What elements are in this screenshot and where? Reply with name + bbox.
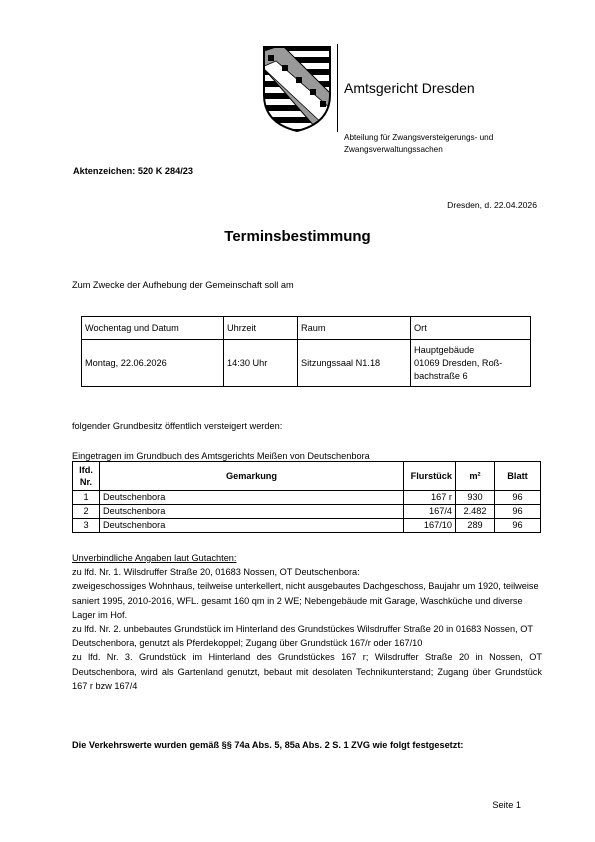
termin-room: Sitzungssaal N1.18 (298, 340, 411, 387)
row-nr: 1 (73, 491, 100, 505)
document-date: Dresden, d. 22.04.2026 (447, 200, 537, 210)
row-blatt: 96 (495, 491, 541, 505)
verkehrswerte-text: Die Verkehrswerte wurden gemäß §§ 74a Abs. 5, 85a Abs. 2 S. 1 ZVG wie folgt festgesetzt: (72, 740, 464, 750)
row-nr: 2 (73, 505, 100, 519)
termin-place (411, 340, 531, 387)
header-cell-m2: m² (456, 462, 495, 491)
aktenzeichen: Aktenzeichen: 520 K 284/23 (73, 166, 194, 176)
court-name: Amtsgericht Dresden (344, 80, 475, 96)
header-cell: Raum (298, 317, 411, 340)
header-cell: Wochentag und Datum (82, 317, 224, 340)
header-cell-flurstueck: Flurstück (404, 462, 456, 491)
place-line: Hauptgebäude (414, 344, 475, 355)
angaben-line: zweigeschossiges Wohnhaus, teilweise unterkellert, nicht ausgebautes Dachgeschoss, Baujahr um 1920, teilweise saniert 1995, 2010-2016, WFL. gesamt 160 qm in 2 WE; Nebengebäude mit Garage, Waschküche und diverse Lager im Hof. (72, 581, 539, 620)
termin-date: Montag, 22.06.2026 (82, 340, 224, 387)
page-number: Seite 1 (492, 800, 521, 810)
page-title: Terminsbestimmung (224, 228, 371, 245)
row-m2: 930 (456, 491, 495, 505)
row-flurstueck: 167/10 (404, 519, 456, 533)
table-row (73, 491, 541, 505)
row-nr: 3 (73, 519, 100, 533)
table-header-row (82, 317, 531, 340)
row-gemarkung: Deutschenbora (100, 505, 404, 519)
grundbuch-table (72, 461, 541, 533)
header-cell-gemarkung: Gemarkung (100, 462, 404, 491)
termin-table (81, 316, 531, 387)
table-row (73, 505, 541, 519)
row-gemarkung: Deutschenbora (100, 491, 404, 505)
intro-text: Zum Zwecke der Aufhebung der Gemeinschaft soll am (72, 280, 294, 290)
coat-of-arms-icon (262, 45, 332, 133)
following-text: folgender Grundbesitz öffentlich versteigert werden: (72, 421, 283, 431)
table-header-row (73, 462, 541, 491)
header-cell: Ort (411, 317, 531, 340)
header-cell-blatt: Blatt (495, 462, 541, 491)
row-gemarkung: Deutschenbora (100, 519, 404, 533)
angaben-line: zu lfd. Nr. 3. Grundstück im Hinterland des Grundstückes 167 r; Wilsdruffer Straße 20 in Nossen, OT Deutschenbora, wird als Gartenland genutzt, bebaut mit desolaten Technikunterstand; Zugang über Grundstück 167 r bzw 167/4 (72, 652, 542, 691)
row-m2: 289 (456, 519, 495, 533)
place-line: bachstraße 6 (414, 370, 468, 381)
row-m2: 2.482 (456, 505, 495, 519)
table-row (82, 340, 531, 387)
header-divider (337, 44, 338, 132)
angaben-heading: Unverbindliche Angaben laut Gutachten: (72, 553, 237, 563)
department-name: Abteilung für Zwangsversteigerungs- und Zwangsverwaltungssachen (344, 133, 494, 154)
header-text: Nr. (79, 477, 93, 487)
row-blatt: 96 (495, 505, 541, 519)
row-blatt: 96 (495, 519, 541, 533)
row-flurstueck: 167/4 (404, 505, 456, 519)
angaben-line: zu lfd. Nr. 2. unbebautes Grundstück im Hinterland des Grundstückes Wilsdruffer Straße 20 in 01683 Nossen, OT Deutschenbora, genutzt als Pferdekoppel; Zugang über Grundstück 167/r oder 167/10 (72, 624, 533, 649)
place-line: 01069 Dresden, Roß- (414, 357, 503, 368)
header-cell: Uhrzeit (224, 317, 298, 340)
header-text: lfd. (79, 465, 93, 475)
header-cell-nr (73, 462, 100, 491)
angaben-section (72, 551, 542, 693)
termin-time: 14:30 Uhr (224, 340, 298, 387)
angaben-line: zu lfd. Nr. 1. Wilsdruffer Straße 20, 01683 Nossen, OT Deutschenbora: (72, 567, 360, 578)
row-flurstueck: 167 r (404, 491, 456, 505)
grundbuch-heading: Eingetragen im Grundbuch des Amtsgerichts Meißen von Deutschenbora (72, 451, 370, 461)
table-row (73, 519, 541, 533)
